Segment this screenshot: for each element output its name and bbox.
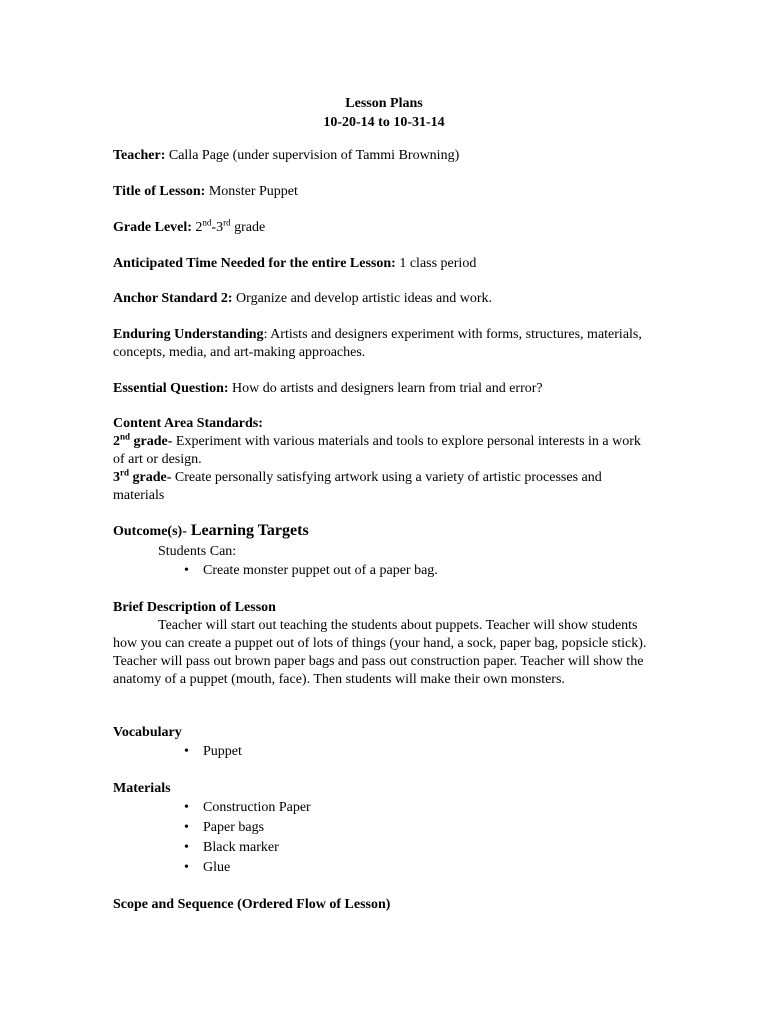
grade-level-start: 2: [191, 220, 203, 235]
third-grade-num: 3: [113, 470, 120, 485]
list-item: • Black marker: [184, 838, 653, 858]
content-standards-label: Content Area Standards:: [113, 416, 263, 431]
learning-targets-label: Learning Targets: [186, 522, 309, 539]
document-header: [0, 94, 768, 132]
grade-level-line: [113, 219, 653, 237]
second-grade-num: 2: [113, 434, 120, 449]
essential-question-label: Essential Question:: [113, 381, 229, 396]
students-can-label: Students Can:: [158, 544, 237, 559]
brief-description-block: [113, 599, 653, 689]
materials-block: [113, 780, 653, 878]
time-needed-value: 1 class period: [395, 256, 477, 271]
outcomes-list: [113, 561, 653, 581]
outcomes-label: Outcome(s)-: [113, 524, 187, 539]
list-item: • Construction Paper: [184, 798, 653, 818]
second-grade-standard: [113, 433, 653, 469]
materials-list: [113, 798, 653, 878]
teacher-label: Teacher:: [113, 148, 166, 163]
third-grade-text: Create personally satisfying artwork using a variety of artistic processes and materials: [113, 470, 602, 503]
content-standards-block: [113, 415, 653, 505]
time-needed-line: [113, 255, 653, 273]
third-grade-sup: rd: [120, 467, 129, 478]
essential-question-line: [113, 380, 653, 398]
list-item: • Glue: [184, 858, 653, 878]
list-item: • Create monster puppet out of a paper bag.: [184, 561, 653, 581]
outcomes-heading: [113, 522, 653, 541]
grade-level-sup-rd: rd: [223, 217, 231, 228]
brief-description-text: Teacher will start out teaching the students about puppets. Teacher will show students how you can create a puppet out of lots of things (your hand, a sock, paper bag, popsicle stick). Teacher will pass out brown paper bags and pass out construction paper. Teacher will show the anatomy of a puppet (mouth, face). Then students will make their own monsters.: [113, 618, 647, 687]
enduring-understanding-block: [113, 326, 653, 362]
vocabulary-label: Vocabulary: [113, 725, 182, 740]
vocabulary-list: [113, 742, 653, 762]
vocabulary-block: [113, 724, 653, 762]
list-item: • Puppet: [184, 742, 653, 762]
anchor-standard-value: Organize and develop artistic ideas and work.: [232, 291, 492, 306]
outcomes-block: [113, 522, 653, 581]
third-grade-standard: [113, 469, 653, 505]
enduring-understanding-value: : Artists and designers experiment with forms, structures, materials, concepts, media, and art-making approaches.: [113, 327, 642, 360]
scope-sequence-label: Scope and Sequence (Ordered Flow of Lesson): [113, 897, 391, 912]
grade-level-sup-nd: nd: [202, 217, 212, 228]
enduring-understanding-label: Enduring Understanding: [113, 327, 264, 342]
grade-level-rest: grade: [230, 220, 266, 235]
time-needed-label: Anticipated Time Needed for the entire Lesson:: [113, 256, 396, 271]
grade-level-label: Grade Level:: [113, 220, 192, 235]
anchor-standard-label: Anchor Standard 2:: [113, 291, 233, 306]
materials-label: Materials: [113, 781, 171, 796]
lesson-title-value: Monster Puppet: [205, 184, 298, 199]
lesson-title-label: Title of Lesson:: [113, 184, 206, 199]
grade-level-dash: -3: [211, 220, 224, 235]
anchor-standard-line: [113, 290, 653, 308]
essential-question-value: How do artists and designers learn from trial and error?: [228, 381, 543, 396]
second-grade-sup: nd: [120, 431, 131, 442]
document-title: Lesson Plans: [345, 96, 423, 111]
brief-description-label: Brief Description of Lesson: [113, 600, 276, 615]
third-grade-label: grade-: [129, 470, 172, 485]
scope-sequence-line: [113, 896, 653, 914]
teacher-value: Calla Page (under supervision of Tammi Browning): [165, 148, 460, 163]
second-grade-label: grade-: [130, 434, 173, 449]
teacher-line: [113, 147, 653, 165]
list-item: • Paper bags: [184, 818, 653, 838]
document-dates: 10-20-14 to 10-31-14: [323, 115, 445, 130]
lesson-title-line: [113, 183, 653, 201]
second-grade-text: Experiment with various materials and tools to explore personal interests in a work of art or design.: [113, 434, 641, 467]
